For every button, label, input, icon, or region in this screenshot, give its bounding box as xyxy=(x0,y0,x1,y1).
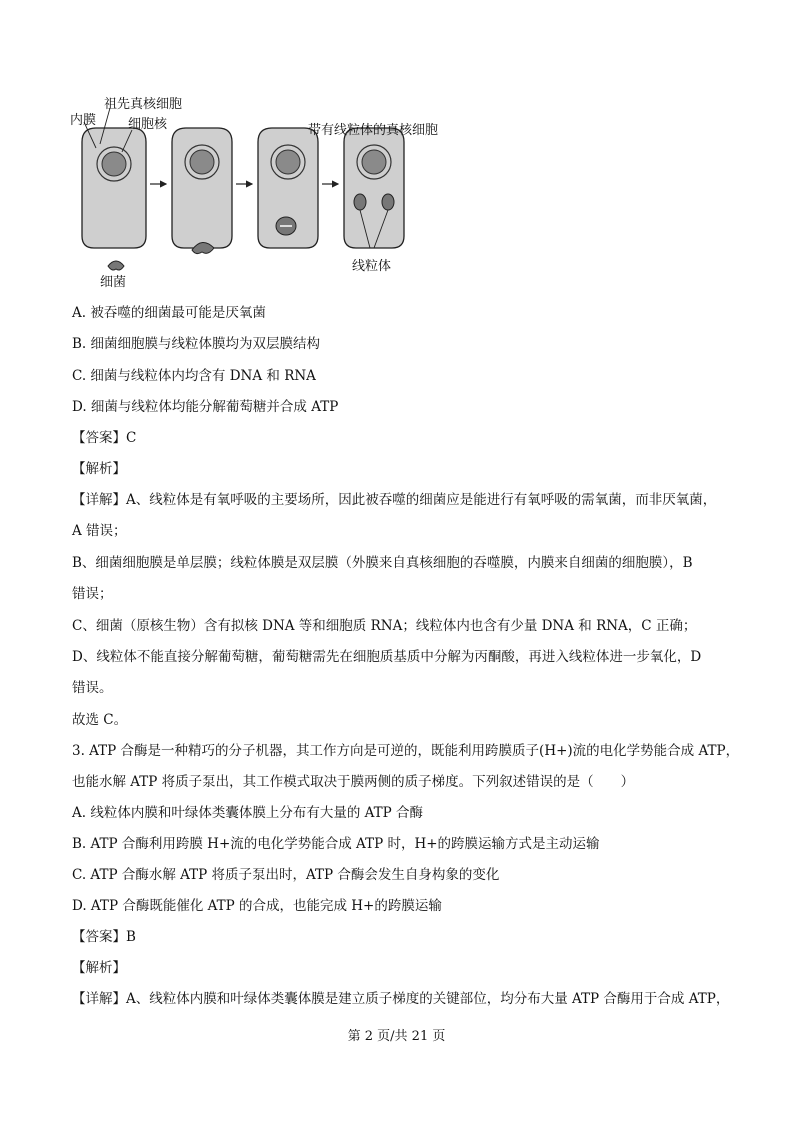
label-nucleus: 细胞核 xyxy=(128,117,168,132)
q2-option-d: D. 细菌与线粒体均能分解葡萄糖并合成 ATP xyxy=(72,399,339,415)
q2-option-b: B. 细菌细胞膜与线粒体膜均为双层膜结构 xyxy=(72,336,321,352)
q2-option-c: C. 细菌与线粒体内均含有 DNA 和 RNA xyxy=(72,368,316,384)
q3-stem-line: 3. ATP 合酶是一种精巧的分子机器，其工作方向是可逆的，既能利用跨膜质子(H+)流的电化学势能合成 ATP， xyxy=(72,743,740,759)
eukaryote-with-mitochondria xyxy=(344,128,404,248)
q3-option-a: A. 线粒体内膜和叶绿体类囊体膜上分布有大量的 ATP 合酶 xyxy=(72,805,424,821)
q2-option-a: A. 被吞噬的细菌最可能是厌氧菌 xyxy=(72,305,266,321)
endosymbiosis-diagram xyxy=(70,90,460,290)
q3-answer: 【答案】B xyxy=(72,929,136,945)
engulfing-cell xyxy=(172,128,232,254)
q3-analysis-label: 【解析】 xyxy=(72,960,126,976)
q2-explanation-line: B、细菌细胞膜是单层膜；线粒体膜是双层膜（外膜来自真核细胞的吞噬膜，内膜来自细菌的细胞膜），B xyxy=(72,555,693,571)
label-mitochondria: 线粒体 xyxy=(352,259,392,274)
q3-option-c: C. ATP 合酶水解 ATP 将质子泵出时，ATP 合酶会发生自身构象的变化 xyxy=(72,867,500,883)
label-bacterium: 细菌 xyxy=(100,275,127,290)
q2-explanation-line: 错误； xyxy=(72,586,113,602)
engulfed-cell xyxy=(258,128,318,248)
page-footer: 第 2 页/共 21 页 xyxy=(347,1029,446,1044)
q3-option-b: B. ATP 合酶利用跨膜 H+流的电化学势能合成 ATP 时，H+的跨膜运输方式是主动运输 xyxy=(72,836,600,852)
bacterium xyxy=(108,261,124,270)
q3-explanation-line: 【详解】A、线粒体内膜和叶绿体类囊体膜是建立质子梯度的关键部位，均分布大量 ATP 合酶用于合成 ATP， xyxy=(72,991,730,1007)
q2-explanation-line: 故选 C。 xyxy=(72,712,128,728)
q2-explanation-line: C、细菌（原核生物）含有拟核 DNA 等和细胞质 RNA；线粒体内也含有少量 DNA 和 RNA，C 正确； xyxy=(72,618,697,634)
label-inner-membrane: 内膜 xyxy=(70,113,97,128)
q2-explanation-line: D、线粒体不能直接分解葡萄糖，葡萄糖需先在细胞质基质中分解为丙酮酸，再进入线粒体进一步氧化，D xyxy=(72,649,702,665)
q3-stem-line: 也能水解 ATP 将质子泵出，其工作模式取决于膜两侧的质子梯度。下列叙述错误的是（ ） xyxy=(72,774,635,790)
q2-answer: 【答案】C xyxy=(72,430,137,446)
q2-explanation-line: 【详解】A、线粒体是有氧呼吸的主要场所，因此被吞噬的细菌应是能进行有氧呼吸的需氧菌，而非厌氧菌， xyxy=(72,492,717,508)
q2-explanation-line: A 错误； xyxy=(72,523,127,539)
q2-analysis-label: 【解析】 xyxy=(72,461,126,477)
label-ancestor-cell: 祖先真核细胞 xyxy=(104,97,183,112)
ancestor-cell xyxy=(82,128,146,248)
label-eukaryote-with-mito: 带有线粒体的真核细胞 xyxy=(308,123,439,138)
q3-option-d: D. ATP 合酶既能催化 ATP 的合成，也能完成 H+的跨膜运输 xyxy=(72,898,442,914)
q2-explanation-line: 错误。 xyxy=(72,680,113,696)
